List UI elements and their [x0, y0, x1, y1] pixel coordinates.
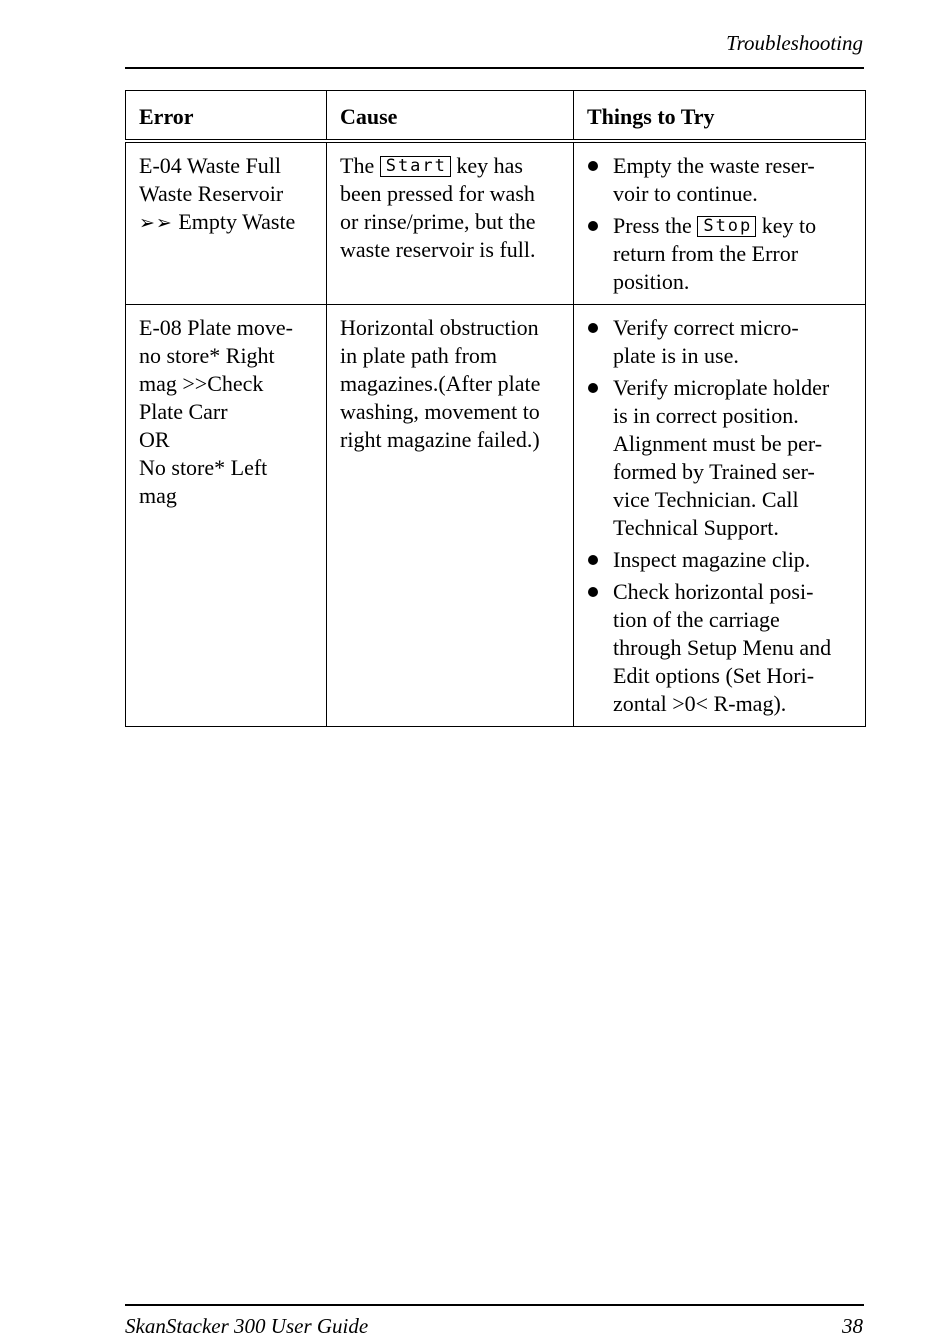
error-cell — [126, 141, 327, 305]
cause-line — [340, 152, 565, 180]
list-item — [587, 578, 857, 718]
cause-suffix: key has — [450, 152, 523, 178]
cause-line: Horizontal obstruction — [340, 314, 539, 340]
list-item-line: Empty the waste reser- — [613, 152, 815, 178]
bullet-icon — [588, 383, 598, 393]
things-to-try-list — [587, 152, 857, 296]
cause-line: or rinse/prime, but the — [340, 208, 536, 234]
cause-line: waste reservoir is full. — [340, 236, 536, 262]
list-item-line: Check horizontal posi- — [613, 578, 814, 604]
error-cell — [126, 304, 327, 726]
list-item-line: Edit options (Set Hori- — [613, 662, 815, 688]
double-arrow-icon: ➢➢ — [139, 212, 173, 234]
list-item-suffix: key to — [756, 212, 817, 238]
list-item-line: vice Technician. Call — [613, 486, 799, 512]
cause-line: washing, movement to — [340, 398, 540, 424]
list-item-line: Verify correct micro- — [613, 314, 799, 340]
footer-guide-title: SkanStacker 300 User Guide — [125, 1314, 369, 1338]
list-item-line: Technical Support. — [613, 514, 779, 540]
footer-page-number: 38 — [842, 1314, 863, 1338]
list-item-line: position. — [613, 268, 690, 294]
list-item-line: Verify microplate holder — [613, 374, 830, 400]
bullet-icon — [588, 555, 598, 565]
cause-prefix: The — [340, 152, 380, 178]
table-row — [126, 304, 866, 726]
list-item-line: formed by Trained ser- — [613, 458, 815, 484]
list-item-line: tion of the carriage — [613, 606, 780, 632]
list-item-line: Inspect magazine clip. — [613, 546, 811, 572]
list-item — [587, 546, 857, 574]
list-item — [587, 212, 857, 296]
list-item-line: is in correct position. — [613, 402, 799, 428]
column-header-cause: Cause — [327, 91, 574, 141]
column-header-error: Error — [126, 91, 327, 141]
cause-line: magazines.(After plate — [340, 370, 541, 396]
error-line: E-04 Waste Full — [139, 152, 282, 178]
cause-cell — [327, 141, 574, 305]
things-to-try-list — [587, 314, 857, 718]
things-to-try-cell — [574, 304, 866, 726]
error-line — [139, 208, 318, 238]
error-arrow-text: Empty Waste — [172, 208, 296, 234]
bullet-icon — [588, 323, 598, 333]
list-item-line: plate is in use. — [613, 342, 739, 368]
things-to-try-cell — [574, 141, 866, 305]
error-line: Waste Reservoir — [139, 180, 284, 206]
error-line: no store* Right — [139, 342, 275, 368]
error-table — [125, 90, 866, 727]
bullet-icon — [588, 587, 598, 597]
error-line: Plate Carr — [139, 398, 228, 424]
list-item — [587, 314, 857, 370]
header-rule — [125, 67, 864, 69]
table-row — [126, 141, 866, 305]
footer-rule — [125, 1304, 864, 1306]
cause-line: been pressed for wash — [340, 180, 535, 206]
stop-key-label: Stop — [697, 216, 756, 237]
list-item — [587, 374, 857, 542]
cause-line: in plate path from — [340, 342, 498, 368]
list-item-line: voir to continue. — [613, 180, 758, 206]
error-line: mag — [139, 482, 177, 508]
table-header-row — [126, 91, 866, 141]
error-line: OR — [139, 426, 170, 452]
error-line: No store* Left — [139, 454, 268, 480]
cause-cell — [327, 304, 574, 726]
list-item-line: through Setup Menu and — [613, 634, 832, 660]
start-key-label: Start — [380, 156, 451, 177]
list-item-line — [613, 212, 857, 240]
list-item — [587, 152, 857, 208]
cause-line: right magazine failed.) — [340, 426, 540, 452]
list-item-prefix: Press the — [613, 212, 698, 238]
bullet-icon — [588, 221, 598, 231]
list-item-line: return from the Error — [613, 240, 799, 266]
list-item-line: zontal >0< R-mag). — [613, 690, 787, 716]
error-line: E-08 Plate move- — [139, 314, 293, 340]
running-head: Troubleshooting — [726, 31, 863, 55]
bullet-icon — [588, 161, 598, 171]
error-line: mag >>Check — [139, 370, 264, 396]
list-item-line: Alignment must be per- — [613, 430, 823, 456]
column-header-things-to-try: Things to Try — [574, 91, 866, 141]
